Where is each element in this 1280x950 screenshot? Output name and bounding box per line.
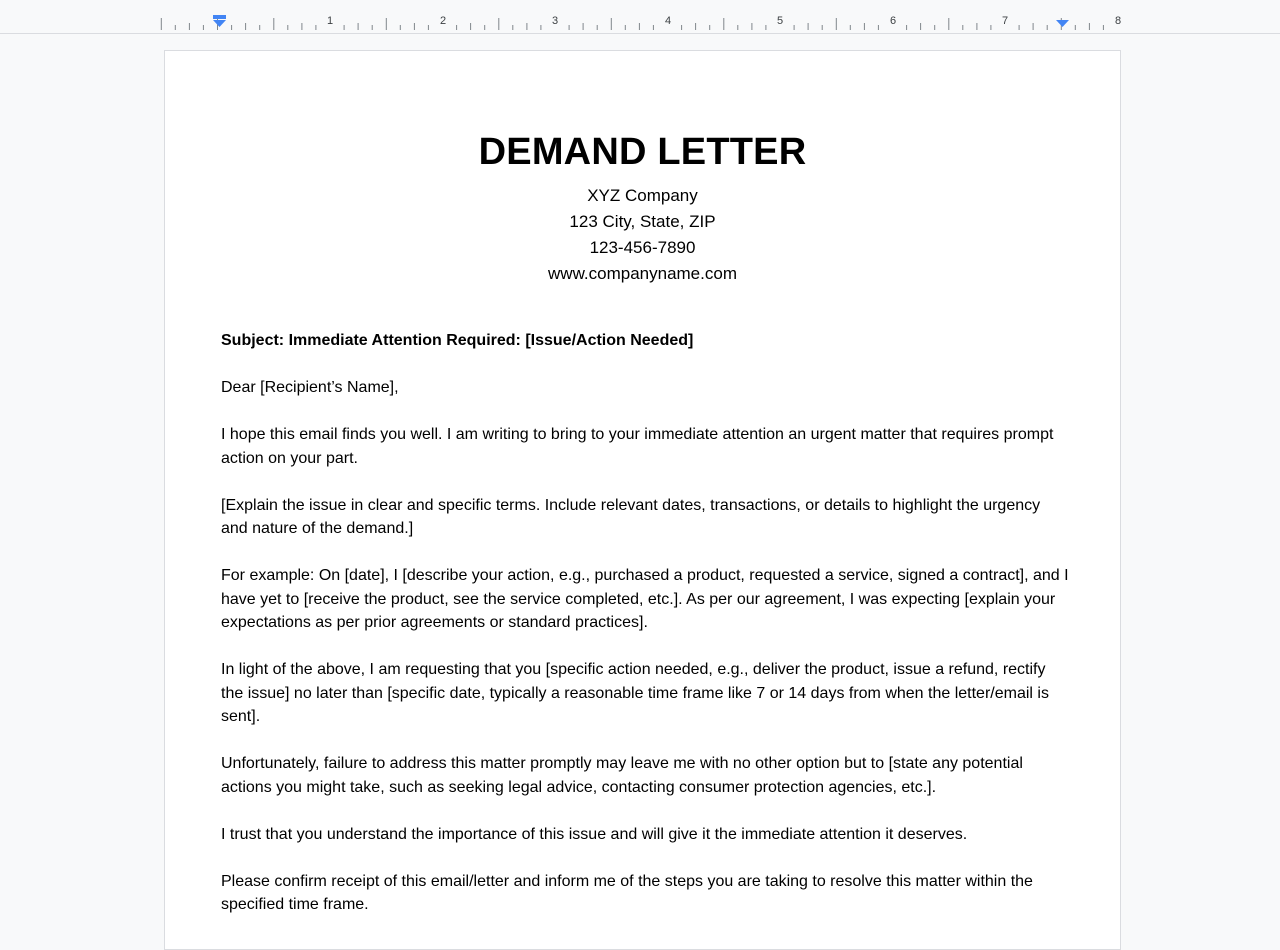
letter-paragraph: I trust that you understand the importance of this issue and will give it the immediate attention it deserves. [221, 825, 968, 843]
ruler-number: 1 [326, 15, 334, 27]
ruler-graphic [0, 0, 1280, 34]
ruler-ticks [161, 18, 1103, 30]
letter-paragraph: Please confirm receipt of this email/letter and inform me of the steps you are taking to resolve this matter within the specified time frame. [221, 872, 1033, 913]
company-address: 123 City, State, ZIP [569, 212, 716, 231]
ruler-number: 7 [1001, 15, 1009, 27]
ruler-number: 4 [664, 15, 672, 27]
letter-title: DEMAND LETTER [478, 131, 807, 173]
ruler-number: 2 [439, 15, 447, 27]
ruler-number: 6 [889, 15, 897, 27]
letter-paragraph: In light of the above, I am requesting that you [specific action needed, e.g., deliver the product, issue a refund, rectify the issue] no later than [specific date, typically a reasonable time frame like 7 or 14 days from when the letter/email is sent]. [221, 661, 1049, 725]
horizontal-ruler[interactable] [0, 0, 1280, 34]
letter-paragraph: [Explain the issue in clear and specific terms. Include relevant dates, transactions, or details to highlight the urgency and nature of the demand.] [221, 496, 1041, 537]
company-phone: 123-456-7890 [589, 238, 696, 257]
letter-body [221, 329, 1071, 940]
ruler-number: 5 [776, 15, 784, 27]
document-canvas[interactable] [0, 34, 1280, 920]
letter-paragraph: I hope this email finds you well. I am writing to bring to your immediate attention an urgent matter that requires prompt action on your part. [221, 426, 1054, 467]
left-indent-marker-icon[interactable] [213, 15, 226, 27]
letter-salutation: Dear [Recipient’s Name], [221, 379, 399, 396]
company-info [165, 183, 1120, 287]
document-page[interactable] [164, 50, 1121, 950]
letter-paragraph: For example: On [date], I [describe your action, e.g., purchased a product, requested a service, signed a contract], and I have yet to [receive the product, see the service completed, etc.]. As per our agreement, I was expecting [explain your expectations as per prior agreements or standard practices]. [221, 567, 1069, 631]
letter-paragraph: Unfortunately, failure to address this matter promptly may leave me with no other option but to [state any potential actions you might take, such as seeking legal advice, contacting consumer protection agencies, etc.]. [221, 755, 1023, 796]
ruler-number: 3 [551, 15, 559, 27]
company-website: www.companyname.com [548, 264, 737, 283]
right-indent-marker-icon[interactable] [1056, 20, 1069, 27]
company-name: XYZ Company [587, 186, 698, 205]
letter-subject: Subject: Immediate Attention Required: [Issue/Action Needed] [221, 332, 694, 349]
ruler-number: 8 [1114, 15, 1122, 27]
